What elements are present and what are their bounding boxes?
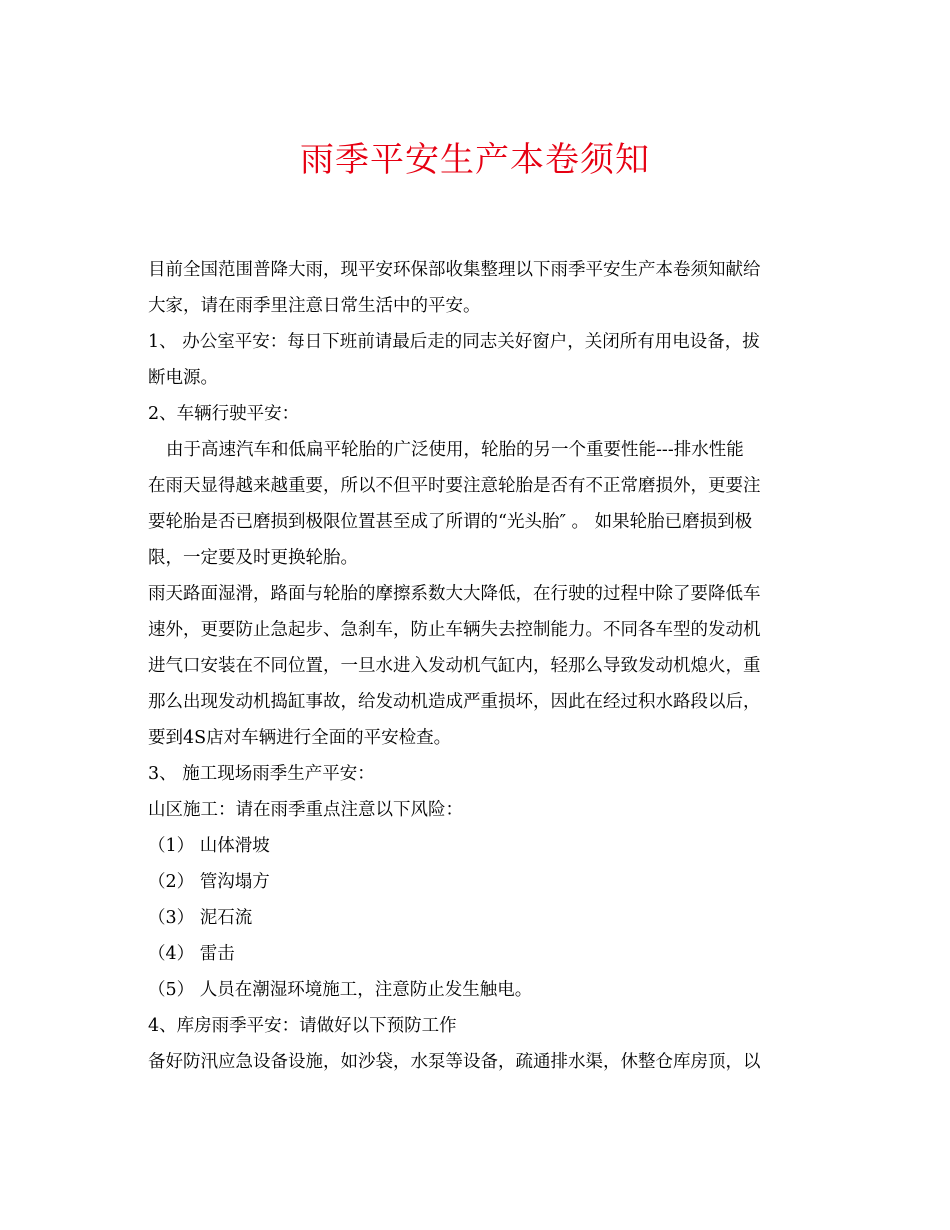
paragraph-line: 目前全国范围普降大雨，现平安环保部收集整理以下雨季平安生产本卷须知献给 bbox=[148, 260, 761, 280]
section-heading: 3、 施工现场雨季生产平安： bbox=[148, 764, 375, 784]
list-item: （5） 人员在潮湿环境施工，注意防止发生触电。 bbox=[148, 980, 533, 1000]
list-item: （2） 管沟塌方 bbox=[148, 872, 270, 892]
paragraph-line: 雨天路面湿滑，路面与轮胎的摩擦系数大大降低，在行驶的过程中除了要降低车 bbox=[148, 584, 761, 604]
paragraph-line: 限，一定要及时更换轮胎。 bbox=[148, 548, 358, 568]
paragraph-line: 进气口安装在不同位置，一旦水进入发动机气缸内，轻那么导致发动机熄火，重 bbox=[148, 656, 761, 676]
paragraph-line: 备好防汛应急设备设施，如沙袋，水泵等设备，疏通排水渠，休整仓库房顶，以 bbox=[148, 1052, 761, 1072]
paragraph-line: 山区施工：请在雨季重点注意以下风险： bbox=[148, 800, 463, 820]
paragraph-line: 在雨天显得越来越重要，所以不但平时要注意轮胎是否有不正常磨损外，更要注 bbox=[148, 476, 761, 496]
section-heading: 2、车辆行驶平安： bbox=[148, 404, 300, 424]
paragraph-line: 由于高速汽车和低扁平轮胎的广泛使用，轮胎的另一个重要性能---排水性能 bbox=[166, 440, 744, 460]
list-item: （1） 山体滑坡 bbox=[148, 836, 270, 856]
paragraph-line: 速外，更要防止急起步、急刹车，防止车辆失去控制能力。不同各车型的发动机 bbox=[148, 620, 761, 640]
document-body bbox=[148, 252, 802, 1080]
paragraph-line: 要轮胎是否已磨损到极限位置甚至成了所谓的“光头胎″ 。 如果轮胎已磨损到极 bbox=[148, 512, 753, 532]
list-item: （3） 泥石流 bbox=[148, 908, 253, 928]
page-title: 雨季平安生产本卷须知 bbox=[300, 140, 650, 180]
list-item: （4） 雷击 bbox=[148, 944, 235, 964]
paragraph-line: 那么出现发动机捣缸事故，给发动机造成严重损坏，因此在经过积水路段以后， bbox=[148, 692, 761, 712]
section-heading: 4、库房雨季平安：请做好以下预防工作 bbox=[148, 1016, 457, 1036]
paragraph-line: 断电源。 bbox=[148, 368, 218, 388]
paragraph-line: 要到4S店对车辆进行全面的平安检查。 bbox=[148, 728, 452, 748]
paragraph-line: 大家，请在雨季里注意日常生活中的平安。 bbox=[148, 296, 481, 316]
paragraph-line: 1、 办公室平安：每日下班前请最后走的同志关好窗户，关闭所有用电设备，拔 bbox=[148, 332, 760, 352]
